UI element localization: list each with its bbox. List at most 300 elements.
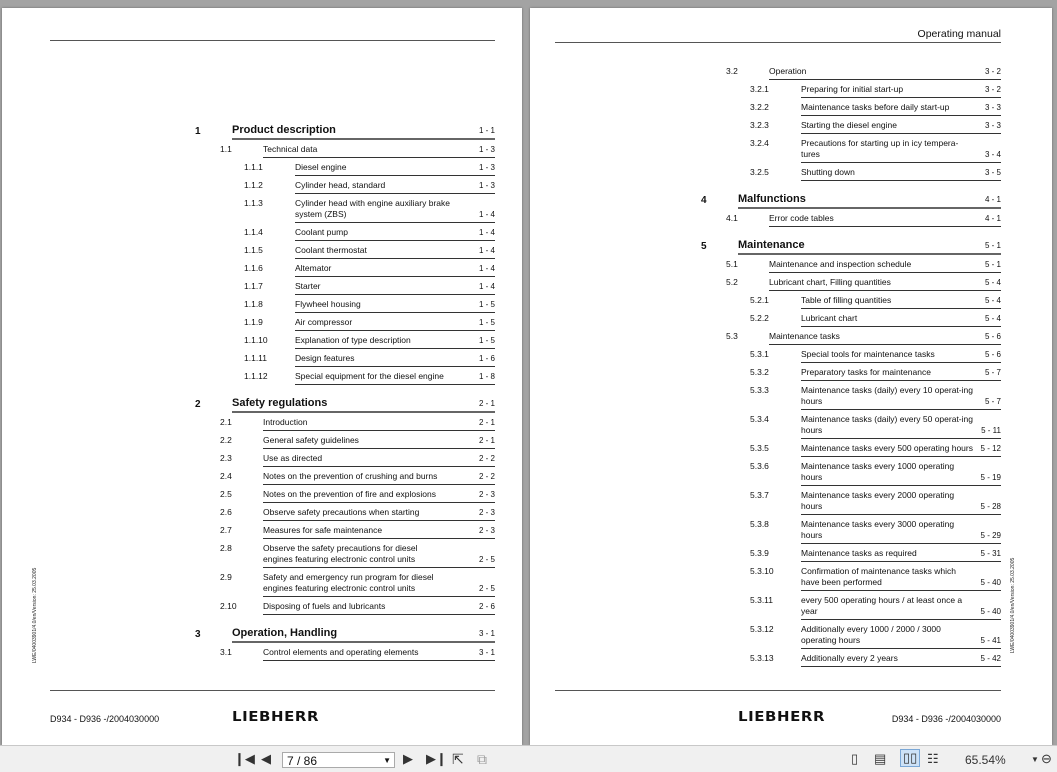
toc-entry[interactable] xyxy=(192,241,495,259)
section-number: 1.1.4 xyxy=(244,227,263,237)
toc-entry-link[interactable] xyxy=(232,396,495,413)
section-number: 5.1 xyxy=(726,259,738,269)
section-number: 2.9 xyxy=(220,572,232,582)
zoom-level[interactable]: 65.54% xyxy=(965,753,1006,767)
toc-entry[interactable] xyxy=(698,291,1001,309)
toc-entry-link[interactable] xyxy=(295,223,495,241)
toc-entry[interactable] xyxy=(698,273,1001,291)
toc-entry[interactable] xyxy=(192,597,495,615)
page-reference: 5 - 4 xyxy=(984,296,1001,305)
section-title: Safety and emergency run program for diesel engines featuring electronic control units xyxy=(263,572,434,593)
section-title: Use as directed xyxy=(263,453,323,463)
section-number: 1.1.7 xyxy=(244,281,263,291)
toc-entry[interactable] xyxy=(698,620,1001,649)
toc-entry-link[interactable] xyxy=(263,568,495,597)
section-number: 2 xyxy=(195,399,201,410)
section-title: Error code tables xyxy=(769,213,834,223)
page-reference: 2 - 6 xyxy=(478,602,495,611)
section-title: Design features xyxy=(295,353,355,363)
page-reference: 1 - 6 xyxy=(478,354,495,363)
section-number: 5.3.4 xyxy=(750,414,769,424)
toc-entry-link[interactable] xyxy=(801,486,1001,515)
section-title: Maintenance tasks xyxy=(769,331,840,341)
section-number: 5.3.2 xyxy=(750,367,769,377)
section-number: 5.2 xyxy=(726,277,738,287)
toc-entry[interactable] xyxy=(698,591,1001,620)
toc-entry-link[interactable] xyxy=(801,345,1001,363)
section-number: 5.3.3 xyxy=(750,385,769,395)
page-reference: 1 - 4 xyxy=(478,282,495,291)
section-title: Maintenance tasks every 1000 operating hours xyxy=(801,461,955,482)
zoom-out-icon[interactable]: ⊖ xyxy=(1041,751,1052,766)
toc-entry[interactable] xyxy=(192,568,495,597)
section-title: Operation xyxy=(769,66,807,76)
page-reference: 1 - 4 xyxy=(478,264,495,273)
section-number: 5.3.8 xyxy=(750,519,769,529)
page-reference: 5 - 42 xyxy=(980,654,1001,663)
toc-entry-link[interactable] xyxy=(801,515,1001,544)
section-title: Confirmation of maintenance tasks which have been performed xyxy=(801,566,956,587)
page-reference: 2 - 2 xyxy=(478,472,495,481)
section-title: Notes on the prevention of fire and explosions xyxy=(263,489,436,499)
toc-entry[interactable] xyxy=(698,345,1001,363)
section-title: Measures for safe maintenance xyxy=(263,525,383,535)
toc-entry-link[interactable] xyxy=(801,457,1001,486)
section-number: 2.4 xyxy=(220,471,232,481)
toc-entry[interactable] xyxy=(698,544,1001,562)
toc-entry-link[interactable] xyxy=(801,439,1001,457)
toc-entry-link[interactable] xyxy=(801,562,1001,591)
section-number: 2.1 xyxy=(220,417,232,427)
section-title: Additionally every 1000 / 2000 / 3000 operating hours xyxy=(801,624,941,645)
toc-entry[interactable] xyxy=(698,98,1001,116)
section-title: Observe safety precautions when starting xyxy=(263,507,420,517)
page-reference: 3 - 4 xyxy=(984,150,1001,159)
page-reference: 1 - 4 xyxy=(478,246,495,255)
page-reference: 5 - 40 xyxy=(980,607,1001,616)
section-title: Cylinder head with engine auxiliary brake system (ZBS) xyxy=(295,198,450,219)
toc-entry-link[interactable] xyxy=(801,291,1001,309)
toc-entry[interactable] xyxy=(698,238,1001,255)
toc-entry-link[interactable] xyxy=(295,367,495,385)
page-reference: 5 - 7 xyxy=(984,397,1001,406)
toc-entry-link[interactable] xyxy=(263,539,495,568)
page-reference: 4 - 1 xyxy=(984,195,1001,204)
section-number: 3.2.4 xyxy=(750,138,769,148)
toc-entry-link[interactable] xyxy=(738,238,1001,255)
toc-entry[interactable] xyxy=(698,515,1001,544)
page-reference: 5 - 40 xyxy=(980,578,1001,587)
single-page-view-icon[interactable]: ▯ xyxy=(851,751,859,766)
toc-entry[interactable] xyxy=(698,309,1001,327)
toc-entry-link[interactable] xyxy=(295,259,495,277)
toc-entry[interactable] xyxy=(192,331,495,349)
section-number: 5.3.9 xyxy=(750,548,769,558)
section-number: 2.6 xyxy=(220,507,232,517)
section-title: General safety guidelines xyxy=(263,435,359,445)
footer-code: D934 - D936 -/2004030000 xyxy=(50,714,160,724)
page-reference: 5 - 6 xyxy=(984,332,1001,341)
document-version-text: LWE/04003901/4.0/en/Version: 25.03.2005 xyxy=(32,567,38,663)
section-title: Cylinder head, standard xyxy=(295,180,386,190)
page-reference: 5 - 4 xyxy=(984,314,1001,323)
toc-entry-link[interactable] xyxy=(801,309,1001,327)
toc-entry-link[interactable] xyxy=(801,381,1001,410)
section-title: Altemator xyxy=(295,263,332,273)
page-reference: 3 - 1 xyxy=(478,648,495,657)
section-title: Preparing for initial start-up xyxy=(801,84,904,94)
section-title: Maintenance and inspection schedule xyxy=(769,259,912,269)
toc-entry[interactable] xyxy=(192,413,495,431)
toc-entry[interactable] xyxy=(698,363,1001,381)
page-reference: 5 - 19 xyxy=(980,473,1001,482)
page-number-input[interactable] xyxy=(282,752,395,768)
page-reference: 1 - 3 xyxy=(478,181,495,190)
toc-entry[interactable] xyxy=(192,626,495,643)
toc-entry-link[interactable] xyxy=(769,255,1001,273)
section-title: Starter xyxy=(295,281,321,291)
page-reference: 3 - 5 xyxy=(984,168,1001,177)
two-page-view-icon[interactable]: ▯▯ xyxy=(900,749,920,767)
continuous-view-icon[interactable]: ▤ xyxy=(874,751,887,766)
section-title: Explanation of type description xyxy=(295,335,411,345)
page-reference: 3 - 3 xyxy=(984,103,1001,112)
section-number: 4 xyxy=(701,195,707,206)
page-reference: 2 - 1 xyxy=(478,418,495,427)
section-title: Operation, Handling xyxy=(232,627,338,639)
toc-entry[interactable] xyxy=(192,259,495,277)
section-number: 1.1.6 xyxy=(244,263,263,273)
page-reference: 1 - 5 xyxy=(478,336,495,345)
page-reference: 5 - 1 xyxy=(984,260,1001,269)
section-number: 5.3.12 xyxy=(750,624,774,634)
section-title: Malfunctions xyxy=(738,193,806,205)
section-title: Starting the diesel engine xyxy=(801,120,897,130)
toc-entry-link[interactable] xyxy=(769,209,1001,227)
liebherr-logo: LIEBHERR xyxy=(738,710,826,725)
table-of-contents xyxy=(698,62,1001,667)
section-title: Maintenance tasks as required xyxy=(801,548,917,558)
toc-entry[interactable] xyxy=(192,140,495,158)
footer-code: D934 - D936 -/2004030000 xyxy=(891,714,1001,724)
section-title: every 500 operating hours / at least once a year xyxy=(801,595,963,616)
toc-entry[interactable] xyxy=(698,562,1001,591)
section-number: 1.1.3 xyxy=(244,198,263,208)
section-number: 1.1 xyxy=(220,144,232,154)
toc-entry[interactable] xyxy=(192,521,495,539)
page-reference: 3 - 1 xyxy=(478,629,495,638)
section-number: 2.2 xyxy=(220,435,232,445)
section-number: 3.1 xyxy=(220,647,232,657)
toc-entry[interactable] xyxy=(192,431,495,449)
toc-entry-link[interactable] xyxy=(295,295,495,313)
section-title: Maintenance tasks before daily start-up xyxy=(801,102,950,112)
toc-entry[interactable] xyxy=(192,539,495,568)
toc-entry[interactable] xyxy=(192,295,495,313)
toc-entry-link[interactable] xyxy=(263,413,495,431)
section-number: 5.3.11 xyxy=(750,595,774,605)
toc-entry[interactable] xyxy=(698,439,1001,457)
section-title: Lubricant chart xyxy=(801,313,858,323)
page-reference: 5 - 7 xyxy=(984,368,1001,377)
section-title: Maintenance xyxy=(738,239,805,251)
toc-entry-link[interactable] xyxy=(295,158,495,176)
toc-entry-link[interactable] xyxy=(769,327,1001,345)
page-reference: 5 - 4 xyxy=(984,278,1001,287)
page-reference: 2 - 3 xyxy=(478,490,495,499)
rotate-icon[interactable]: ⧉ xyxy=(477,751,487,767)
toc-entry-link[interactable] xyxy=(801,134,1001,163)
page-reference: 1 - 4 xyxy=(478,228,495,237)
toc-entry-link[interactable] xyxy=(263,431,495,449)
toc-entry[interactable] xyxy=(698,327,1001,345)
page-reference: 1 - 5 xyxy=(478,318,495,327)
fit-page-icon[interactable]: ⇱ xyxy=(452,751,464,767)
toc-entry[interactable] xyxy=(192,223,495,241)
toc-entry-link[interactable] xyxy=(801,544,1001,562)
page-reference: 5 - 11 xyxy=(981,426,1001,435)
page-reference: 1 - 5 xyxy=(478,300,495,309)
section-number: 1.1.2 xyxy=(244,180,263,190)
section-title: Additionally every 2 years xyxy=(801,653,898,663)
section-title: Safety regulations xyxy=(232,397,328,409)
two-page-continuous-view-icon[interactable]: ☷ xyxy=(927,751,939,766)
section-title: Table of filling quantities xyxy=(801,295,892,305)
toc-entry-link[interactable] xyxy=(801,163,1001,181)
section-title: Air compressor xyxy=(295,317,353,327)
section-title: Disposing of fuels and lubricants xyxy=(263,601,386,611)
section-number: 3.2 xyxy=(726,66,738,76)
section-number: 4.1 xyxy=(726,213,738,223)
section-number: 1.1.9 xyxy=(244,317,263,327)
page-reference: 3 - 2 xyxy=(984,67,1001,76)
page-reference: 1 - 3 xyxy=(478,145,495,154)
toc-entry-link[interactable] xyxy=(263,485,495,503)
page-reference: 5 - 1 xyxy=(984,241,1001,250)
toc-entry[interactable] xyxy=(192,176,495,194)
page-reference: 2 - 5 xyxy=(478,584,495,593)
document-version-text: LWE/04003901/4.0/en/Version: 25.03.2005 xyxy=(1010,557,1016,653)
section-title: Special tools for maintenance tasks xyxy=(801,349,935,359)
section-number: 3.2.3 xyxy=(750,120,769,130)
toc-entry[interactable] xyxy=(192,643,495,661)
toc-entry-link[interactable] xyxy=(263,597,495,615)
toc-entry[interactable] xyxy=(192,313,495,331)
liebherr-logo: LIEBHERR xyxy=(232,710,320,725)
toc-entry-link[interactable] xyxy=(801,116,1001,134)
section-title: Introduction xyxy=(263,417,308,427)
footer-rule xyxy=(555,690,1001,691)
toc-entry-link[interactable] xyxy=(738,192,1001,209)
section-number: 5.3 xyxy=(726,331,738,341)
toc-entry-link[interactable] xyxy=(801,591,1001,620)
toc-entry-link[interactable] xyxy=(801,80,1001,98)
section-number: 5.3.5 xyxy=(750,443,769,453)
toc-entry-link[interactable] xyxy=(801,620,1001,649)
toc-entry-link[interactable] xyxy=(801,363,1001,381)
section-number: 2.8 xyxy=(220,543,232,553)
section-number: 1.1.1 xyxy=(244,162,263,172)
toc-entry[interactable] xyxy=(698,163,1001,181)
page-reference: 1 - 3 xyxy=(478,163,495,172)
section-title: Observe the safety precautions for diesel engines featuring electronic control units xyxy=(263,543,418,564)
toc-entry-link[interactable] xyxy=(769,62,1001,80)
previous-page-icon[interactable]: ◀ xyxy=(261,751,271,766)
toc-entry[interactable] xyxy=(698,410,1001,439)
toc-entry-link[interactable] xyxy=(263,521,495,539)
toc-entry[interactable] xyxy=(698,116,1001,134)
section-number: 3.2.2 xyxy=(750,102,769,112)
toc-entry-link[interactable] xyxy=(263,140,495,158)
toc-entry[interactable] xyxy=(192,194,495,223)
page-header: Operating manual xyxy=(917,28,1001,40)
next-page-icon[interactable]: ▶ xyxy=(403,751,413,766)
section-number: 2.3 xyxy=(220,453,232,463)
viewer-toolbar xyxy=(0,745,1057,772)
table-of-contents xyxy=(192,123,495,661)
section-title: Maintenance tasks every 500 operating hours xyxy=(801,443,973,453)
section-title: Flywheel housing xyxy=(295,299,361,309)
page-reference: 3 - 2 xyxy=(984,85,1001,94)
toc-entry[interactable] xyxy=(192,123,495,140)
toc-entry[interactable] xyxy=(698,486,1001,515)
section-title: Shutting down xyxy=(801,167,855,177)
toc-entry-link[interactable] xyxy=(295,313,495,331)
section-title: Maintenance tasks every 2000 operating hours xyxy=(801,490,955,511)
toc-entry-link[interactable] xyxy=(801,98,1001,116)
section-title: Control elements and operating elements xyxy=(263,647,419,657)
toc-entry[interactable] xyxy=(192,449,495,467)
toc-entry-link[interactable] xyxy=(295,194,495,223)
first-page-icon[interactable]: ❙◀ xyxy=(234,751,255,766)
toc-entry[interactable] xyxy=(192,158,495,176)
toc-entry[interactable] xyxy=(698,255,1001,273)
section-number: 1.1.10 xyxy=(244,335,268,345)
section-number: 2.10 xyxy=(220,601,237,611)
chevron-down-icon[interactable]: ▼ xyxy=(383,756,391,765)
page-reference: 1 - 4 xyxy=(478,210,495,219)
page-reference: 2 - 5 xyxy=(478,555,495,564)
section-title: Maintenance tasks every 3000 operating hours xyxy=(801,519,955,540)
pdf-page-right xyxy=(530,8,1052,745)
section-number: 1.1.11 xyxy=(244,353,268,363)
toc-entry-link[interactable] xyxy=(295,241,495,259)
toc-entry[interactable] xyxy=(698,209,1001,227)
section-number: 1.1.12 xyxy=(244,371,268,381)
toc-entry-link[interactable] xyxy=(295,331,495,349)
toc-entry-link[interactable] xyxy=(769,273,1001,291)
section-number: 5.3.10 xyxy=(750,566,774,576)
section-title: Special equipment for the diesel engine xyxy=(295,371,444,381)
section-title: Product description xyxy=(232,124,336,136)
section-title: Maintenance tasks (daily) every 50 operat-ing hours xyxy=(801,414,973,435)
page-reference: 1 - 1 xyxy=(478,126,495,135)
section-title: Notes on the prevention of crushing and burns xyxy=(263,471,438,481)
page-reference: 4 - 1 xyxy=(984,214,1001,223)
toc-entry[interactable] xyxy=(192,485,495,503)
page-reference: 5 - 29 xyxy=(980,531,1001,540)
toc-entry[interactable] xyxy=(192,277,495,295)
toc-entry-link[interactable] xyxy=(295,176,495,194)
section-number: 2.5 xyxy=(220,489,232,499)
toc-entry[interactable] xyxy=(698,381,1001,410)
toc-entry[interactable] xyxy=(698,192,1001,209)
section-title: Technical data xyxy=(263,144,318,154)
section-number: 5 xyxy=(701,241,707,252)
toc-entry-link[interactable] xyxy=(295,277,495,295)
footer-rule xyxy=(50,690,495,691)
toc-entry[interactable] xyxy=(698,134,1001,163)
section-number: 5.3.6 xyxy=(750,461,769,471)
section-title: Maintenance tasks (daily) every 10 operat-ing hours xyxy=(801,385,973,406)
section-number: 1 xyxy=(195,126,201,137)
toc-entry[interactable] xyxy=(698,649,1001,667)
page-reference: 2 - 1 xyxy=(478,436,495,445)
section-title: Lubricant chart, Filling quantities xyxy=(769,277,891,287)
toc-entry[interactable] xyxy=(192,503,495,521)
section-number: 3.2.5 xyxy=(750,167,769,177)
section-title: Diesel engine xyxy=(295,162,347,172)
toc-entry[interactable] xyxy=(698,62,1001,80)
toc-entry[interactable] xyxy=(698,80,1001,98)
zoom-dropdown-icon[interactable]: ▼ xyxy=(1031,755,1039,764)
toc-entry-link[interactable] xyxy=(232,123,495,140)
page-reference: 5 - 31 xyxy=(980,549,1001,558)
header-rule xyxy=(555,42,1001,43)
last-page-icon[interactable]: ▶❙ xyxy=(426,751,447,766)
pdf-page-left xyxy=(2,8,522,745)
toc-entry-link[interactable] xyxy=(801,649,1001,667)
page-reference: 2 - 2 xyxy=(478,454,495,463)
section-number: 5.3.1 xyxy=(750,349,769,359)
page-reference: 2 - 3 xyxy=(478,526,495,535)
section-number: 2.7 xyxy=(220,525,232,535)
toc-entry[interactable] xyxy=(192,349,495,367)
page-reference: 2 - 3 xyxy=(478,508,495,517)
toc-entry-link[interactable] xyxy=(295,349,495,367)
toc-entry[interactable] xyxy=(192,467,495,485)
section-number: 3.2.1 xyxy=(750,84,769,94)
toc-entry[interactable] xyxy=(192,367,495,385)
toc-entry-link[interactable] xyxy=(263,503,495,521)
section-number: 5.2.2 xyxy=(750,313,769,323)
page-reference: 1 - 8 xyxy=(478,372,495,381)
page-reference: 3 - 3 xyxy=(984,121,1001,130)
toc-entry[interactable] xyxy=(698,457,1001,486)
section-number: 5.2.1 xyxy=(750,295,769,305)
page-reference: 5 - 41 xyxy=(980,636,1001,645)
toc-entry[interactable] xyxy=(192,396,495,413)
section-title: Coolant thermostat xyxy=(295,245,367,255)
page-reference: 5 - 6 xyxy=(984,350,1001,359)
section-number: 5.3.13 xyxy=(750,653,774,663)
page-reference: 5 - 12 xyxy=(980,444,1001,453)
toc-entry-link[interactable] xyxy=(263,449,495,467)
section-title: Coolant pump xyxy=(295,227,348,237)
page-reference: 2 - 1 xyxy=(478,399,495,408)
page-reference: 5 - 28 xyxy=(980,502,1001,511)
section-number: 3 xyxy=(195,629,201,640)
toc-entry-link[interactable] xyxy=(232,626,495,643)
page-number-value: 7 / 86 xyxy=(287,754,318,768)
section-title: Preparatory tasks for maintenance xyxy=(801,367,931,377)
toc-entry-link[interactable] xyxy=(263,643,495,661)
toc-entry-link[interactable] xyxy=(263,467,495,485)
toc-entry-link[interactable] xyxy=(801,410,1001,439)
section-number: 1.1.5 xyxy=(244,245,263,255)
section-title: Precautions for starting up in icy tempera-tures xyxy=(801,138,959,159)
section-number: 1.1.8 xyxy=(244,299,263,309)
